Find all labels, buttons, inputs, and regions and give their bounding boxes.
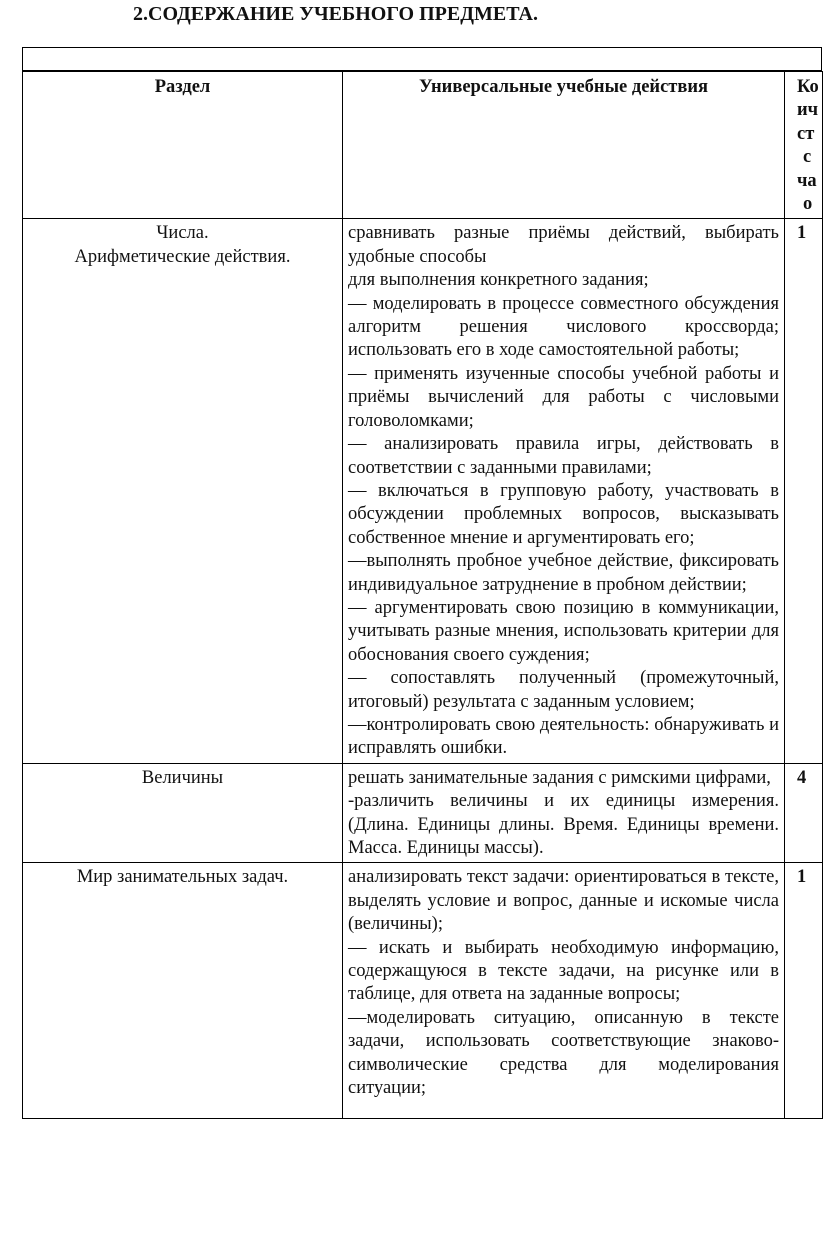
header-hours-line: с [803, 147, 812, 168]
hours-cell: 1 [785, 863, 823, 1119]
action-item: — сопоставлять полученный (промежуточный, итоговый) результата с заданным условием; [348, 668, 779, 712]
action-item: — применять изученные способы учебной работы и приёмы вычислений для работы с числовыми головоломками; [348, 363, 779, 431]
table-row [23, 763, 823, 863]
hours-cell: 1 [785, 219, 823, 763]
action-item: — анализировать правила игры, действовать в соответствии с заданными правилами; [348, 434, 779, 478]
section-line: Арифметические действия. [74, 246, 291, 267]
section-line: Величины [141, 767, 224, 788]
header-hours [785, 72, 823, 219]
section-cell [23, 863, 343, 1119]
action-item: —моделировать ситуацию, описанную в тексте задачи, использовать соответствующие знаково-символические средства для моделирования ситуации; [348, 1007, 779, 1099]
header-section: Раздел [23, 72, 343, 219]
header-hours-line: Ко [797, 77, 819, 97]
page-title: 2.СОДЕРЖАНИЕ УЧЕБНОГО ПРЕДМЕТА. [133, 3, 538, 25]
action-item: — включаться в групповую работу, участвовать в обсуждении проблемных вопросов, высказывать собственное мнение и аргументировать его; [348, 480, 779, 548]
actions-cell [343, 219, 785, 763]
action-item: сравнивать разные приёмы действий, выбирать удобные способы [348, 223, 779, 267]
header-hours-line: ич [797, 100, 819, 121]
header-hours-line: о [803, 194, 813, 215]
section-line: Числа. [156, 223, 209, 244]
hours-cell: 4 [785, 763, 823, 863]
actions-cell [343, 863, 785, 1119]
actions-cell [343, 763, 785, 863]
action-item: -различить величины и их единицы измерения. (Длина. Единицы длины. Время. Единицы времени. Масса. Единицы массы). [348, 791, 779, 858]
section-cell [23, 219, 343, 763]
action-item: анализировать текст задачи: ориентироваться в тексте, выделять условие и вопрос, данные и искомые числа (величины); [348, 867, 779, 935]
section-cell [23, 763, 343, 863]
action-item: решать занимательные задания с римскими цифрами, [348, 767, 771, 788]
table-header-row [23, 72, 823, 219]
action-item: —контролировать свою деятельность: обнаруживать и исправлять ошибки. [348, 714, 779, 759]
table-row [23, 863, 823, 1119]
header-hours-line: ча [797, 170, 817, 191]
action-item: для выполнения конкретного задания; [348, 270, 649, 291]
table-row [23, 219, 823, 763]
action-item: — искать и выбирать необходимую информацию, содержащуюся в тексте задачи, на рисунке или в таблице, для ответа на заданные вопросы; [348, 937, 779, 1005]
table-title-strip [22, 47, 822, 71]
header-actions: Универсальные учебные действия [343, 72, 785, 219]
section-line: Мир занимательных задач. [76, 867, 289, 888]
curriculum-table [22, 71, 823, 1119]
action-item: — моделировать в процессе совместного обсуждения алгоритм решения числового кроссворда; использовать его в ходе самостоятельной работы; [348, 293, 779, 361]
action-item: —выполнять пробное учебное действие, фиксировать индивидуальное затруднение в пробном действии; [348, 551, 779, 595]
action-item: — аргументировать свою позицию в коммуникации, учитывать разные мнения, использовать критерии для обоснования своего суждения; [348, 597, 779, 665]
header-hours-line: ст [797, 123, 815, 144]
